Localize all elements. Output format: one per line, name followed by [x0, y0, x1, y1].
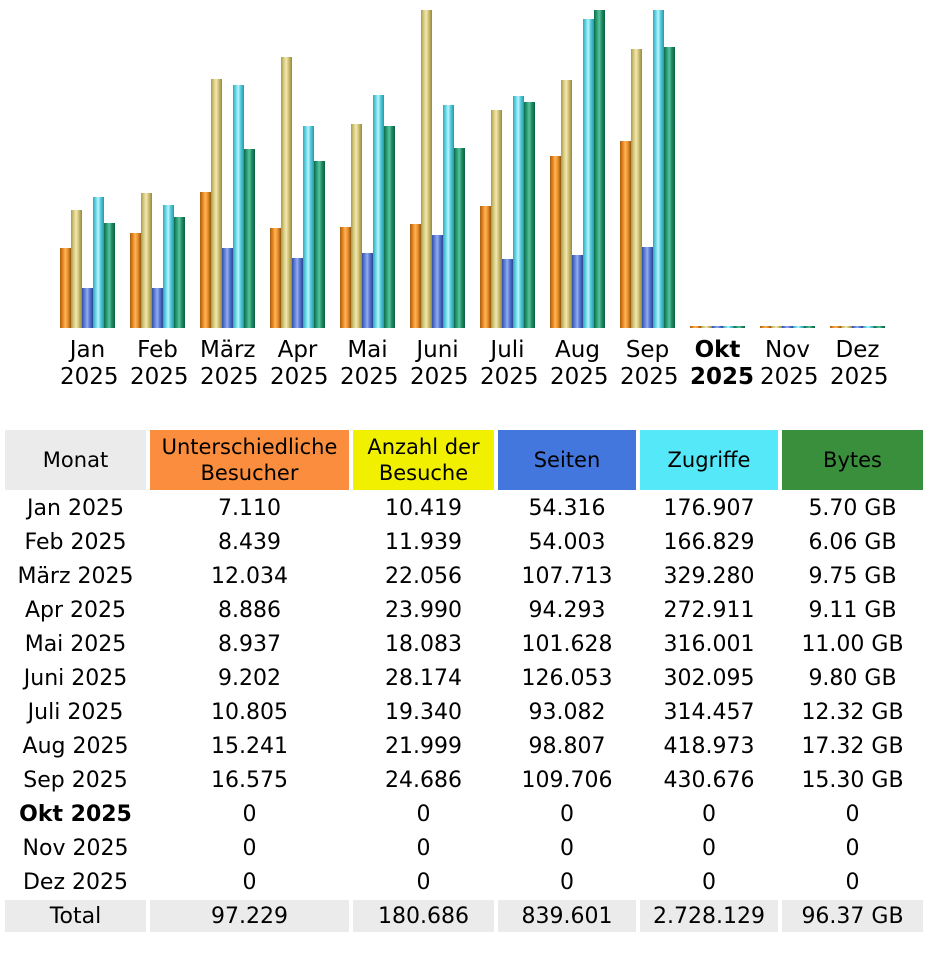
bar-hits — [513, 96, 524, 328]
bar-pages — [82, 288, 93, 328]
chart-bars — [480, 10, 535, 328]
column-header: Unterschiedliche Besucher — [150, 430, 349, 490]
chart-month-label — [200, 328, 259, 390]
chart-month-label-line: 2025 — [690, 364, 755, 390]
table-row — [5, 696, 923, 728]
chart-month-label-line: Aug — [555, 337, 600, 363]
cell-value: 109.706 — [521, 767, 613, 793]
cell-value: 10.805 — [211, 699, 288, 725]
chart-month-group — [620, 5, 679, 390]
bar-hits — [653, 10, 664, 328]
cell-value: 17.32 GB — [801, 733, 904, 759]
monthly-history-chart — [0, 0, 948, 388]
bar-visitors — [550, 156, 561, 328]
chart-month-label — [410, 328, 469, 390]
cell-value: 9.80 GB — [808, 665, 897, 691]
cell-value: 0 — [242, 835, 257, 861]
bar-bytes — [384, 126, 395, 328]
cell-value: 28.174 — [385, 665, 462, 691]
chart-month-group — [830, 5, 889, 390]
chart-month-label-line: Nov — [765, 337, 810, 363]
chart-month-label-line: März — [200, 337, 256, 363]
bar-hits — [93, 197, 104, 328]
cell-value: 0 — [845, 869, 860, 895]
cell-value: 9.202 — [218, 665, 281, 691]
cell-month: März 2025 — [17, 563, 134, 589]
table-row — [5, 866, 923, 898]
cell-month: Mai 2025 — [24, 631, 127, 657]
table-row — [5, 662, 923, 694]
bar-visitors — [340, 227, 351, 328]
cell-value: 166.829 — [663, 529, 755, 555]
cell-value: 0 — [416, 835, 431, 861]
cell-value: 0 — [416, 869, 431, 895]
bar-hits — [443, 105, 454, 328]
chart-bars — [130, 10, 185, 328]
cell-value: 12.034 — [211, 563, 288, 589]
chart-month-label — [130, 328, 189, 390]
chart-month-label-line: Juli — [490, 337, 525, 363]
bar-pages — [152, 288, 163, 328]
chart-bars — [830, 10, 885, 328]
cell-value: 0 — [560, 869, 574, 895]
bar-pages — [432, 235, 443, 328]
cell-value: 21.999 — [385, 733, 462, 759]
cell-value: 0 — [242, 869, 257, 895]
table-row — [5, 798, 923, 830]
chart-month-label-line: Dez — [835, 337, 880, 363]
cell-value: 0 — [416, 801, 431, 827]
table-row — [5, 730, 923, 762]
bar-pages — [292, 258, 303, 328]
bar-bytes — [244, 149, 255, 328]
chart-bars — [60, 10, 115, 328]
chart-bars — [410, 10, 465, 328]
cell-value: 6.06 GB — [808, 529, 897, 555]
cell-value: 8.886 — [218, 597, 281, 623]
chart-month-label-line: 2025 — [340, 364, 399, 390]
cell-total-label: Total — [5, 900, 146, 932]
bar-hits — [233, 85, 244, 328]
cell-value: 8.937 — [218, 631, 281, 657]
monthly-stats-table — [1, 428, 927, 934]
chart-month-label-line: Sep — [625, 337, 670, 363]
bar-pages — [362, 253, 373, 328]
chart-month-label-line: Jan — [69, 337, 106, 363]
chart-month-label — [340, 328, 399, 390]
cell-month: Nov 2025 — [22, 835, 129, 861]
chart-bar-groups — [60, 5, 900, 388]
bar-hits — [373, 95, 384, 328]
cell-value: 0 — [845, 835, 860, 861]
cell-value: 24.686 — [385, 767, 462, 793]
chart-bars — [550, 10, 605, 328]
cell-value: 98.807 — [528, 733, 606, 759]
cell-month: Aug 2025 — [22, 733, 129, 759]
table-total-row — [5, 900, 923, 932]
chart-month-label-line: 2025 — [830, 364, 889, 390]
cell-value: 0 — [560, 835, 574, 861]
chart-month-label-line: 2025 — [410, 364, 469, 390]
bar-pages — [502, 259, 513, 328]
chart-month-label-line: Okt — [694, 337, 741, 363]
cell-total-value: 2.728.129 — [640, 900, 778, 932]
bar-visits — [351, 124, 362, 328]
bar-bytes — [454, 148, 465, 328]
table-header-row — [5, 430, 923, 490]
cell-value: 9.11 GB — [808, 597, 897, 623]
chart-month-group — [410, 5, 469, 390]
cell-month: Feb 2025 — [24, 529, 127, 555]
cell-value: 126.053 — [521, 665, 613, 691]
cell-value: 12.32 GB — [801, 699, 904, 725]
cell-month: Jan 2025 — [27, 495, 124, 521]
chart-month-group — [200, 5, 259, 390]
bar-bytes — [664, 47, 675, 328]
cell-value: 0 — [702, 801, 716, 827]
cell-month: Okt 2025 — [19, 801, 132, 827]
table-row — [5, 526, 923, 558]
cell-value: 9.75 GB — [808, 563, 897, 589]
bar-bytes — [524, 102, 535, 328]
bar-visits — [631, 49, 642, 328]
cell-month: Sep 2025 — [23, 767, 128, 793]
column-header: Bytes — [782, 430, 923, 490]
chart-month-group — [550, 5, 609, 390]
bar-visitors — [60, 248, 71, 328]
bar-visitors — [480, 206, 491, 328]
chart-month-group — [760, 5, 819, 390]
bar-visits — [421, 10, 432, 328]
cell-value: 7.110 — [218, 495, 281, 521]
cell-total-value: 180.686 — [353, 900, 494, 932]
column-header: Seiten — [498, 430, 636, 490]
bar-hits — [583, 19, 594, 328]
cell-month: Juni 2025 — [23, 665, 128, 691]
chart-month-group — [480, 5, 539, 390]
bar-visits — [491, 110, 502, 328]
chart-month-label-line: 2025 — [550, 364, 609, 390]
bar-bytes — [594, 10, 605, 328]
bar-visits — [281, 57, 292, 328]
cell-value: 22.056 — [385, 563, 462, 589]
chart-month-label-line: 2025 — [60, 364, 119, 390]
cell-value: 101.628 — [521, 631, 613, 657]
bar-visitors — [130, 233, 141, 328]
cell-value: 8.439 — [218, 529, 281, 555]
table-row — [5, 832, 923, 864]
bar-visitors — [410, 224, 421, 328]
cell-value: 54.003 — [528, 529, 606, 555]
cell-value: 18.083 — [385, 631, 462, 657]
chart-month-label-line: 2025 — [270, 364, 329, 390]
chart-month-group — [270, 5, 329, 390]
bar-bytes — [174, 217, 185, 328]
chart-month-label — [690, 328, 755, 390]
cell-month: Juli 2025 — [27, 699, 124, 725]
bar-visits — [561, 80, 572, 328]
chart-month-label-line: 2025 — [200, 364, 259, 390]
chart-bars — [200, 10, 255, 328]
cell-value: 5.70 GB — [808, 495, 897, 521]
cell-value: 0 — [702, 869, 716, 895]
column-header: Anzahl der Besuche — [353, 430, 494, 490]
cell-month: Apr 2025 — [24, 597, 127, 623]
cell-value: 272.911 — [663, 597, 755, 623]
chart-bars — [270, 10, 325, 328]
cell-value: 54.316 — [528, 495, 606, 521]
cell-value: 11.00 GB — [801, 631, 904, 657]
chart-month-label — [480, 328, 539, 390]
table-row — [5, 628, 923, 660]
column-header: Monat — [5, 430, 146, 490]
table-row — [5, 764, 923, 796]
chart-month-label-line: 2025 — [480, 364, 539, 390]
chart-bars — [340, 10, 395, 328]
cell-value: 93.082 — [528, 699, 606, 725]
cell-value: 11.939 — [385, 529, 462, 555]
cell-value: 316.001 — [663, 631, 755, 657]
cell-value: 0 — [845, 801, 860, 827]
cell-value: 107.713 — [521, 563, 613, 589]
chart-month-label-line: Mai — [347, 337, 388, 363]
cell-value: 430.676 — [663, 767, 755, 793]
cell-total-value: 96.37 GB — [782, 900, 923, 932]
cell-value: 0 — [560, 801, 574, 827]
cell-value: 94.293 — [528, 597, 606, 623]
bar-pages — [642, 247, 653, 328]
chart-month-group — [340, 5, 399, 390]
bar-visits — [141, 193, 152, 328]
chart-bars — [760, 10, 815, 328]
cell-month: Dez 2025 — [22, 869, 128, 895]
cell-value: 418.973 — [663, 733, 755, 759]
cell-value: 176.907 — [663, 495, 755, 521]
cell-total-value: 839.601 — [498, 900, 636, 932]
bar-visits — [211, 79, 222, 328]
bar-pages — [222, 248, 233, 328]
bar-visitors — [200, 192, 211, 328]
cell-value: 10.419 — [385, 495, 462, 521]
chart-month-label — [620, 328, 679, 390]
cell-value: 314.457 — [663, 699, 755, 725]
cell-value: 16.575 — [211, 767, 288, 793]
table-row — [5, 560, 923, 592]
cell-value: 302.095 — [663, 665, 755, 691]
chart-bars — [620, 10, 675, 328]
cell-value: 0 — [702, 835, 716, 861]
bar-visitors — [270, 228, 281, 328]
chart-month-label-line: 2025 — [620, 364, 679, 390]
chart-month-group — [130, 5, 189, 390]
cell-value: 23.990 — [385, 597, 462, 623]
chart-month-label — [270, 328, 329, 390]
cell-value: 0 — [242, 801, 257, 827]
cell-value: 15.30 GB — [801, 767, 904, 793]
chart-month-group — [690, 5, 755, 390]
table-row — [5, 492, 923, 524]
bar-hits — [303, 126, 314, 328]
chart-month-label-line: Juni — [416, 337, 459, 363]
column-header: Zugriffe — [640, 430, 778, 490]
cell-value: 329.280 — [663, 563, 755, 589]
chart-month-label-line: Feb — [137, 337, 178, 363]
chart-bars — [690, 10, 745, 328]
chart-month-label — [830, 328, 889, 390]
chart-month-label-line: 2025 — [760, 364, 819, 390]
chart-month-label-line: 2025 — [130, 364, 189, 390]
cell-value: 15.241 — [211, 733, 288, 759]
chart-month-label — [760, 328, 819, 390]
cell-total-value: 97.229 — [150, 900, 349, 932]
bar-visitors — [620, 141, 631, 328]
table-row — [5, 594, 923, 626]
chart-month-label — [60, 328, 119, 390]
bar-bytes — [314, 161, 325, 328]
cell-value: 19.340 — [385, 699, 462, 725]
bar-pages — [572, 255, 583, 328]
chart-month-label — [550, 328, 609, 390]
chart-month-group — [60, 5, 119, 390]
bar-bytes — [104, 223, 115, 328]
chart-month-label-line: Apr — [277, 337, 318, 363]
bar-visits — [71, 210, 82, 328]
bar-hits — [163, 205, 174, 328]
